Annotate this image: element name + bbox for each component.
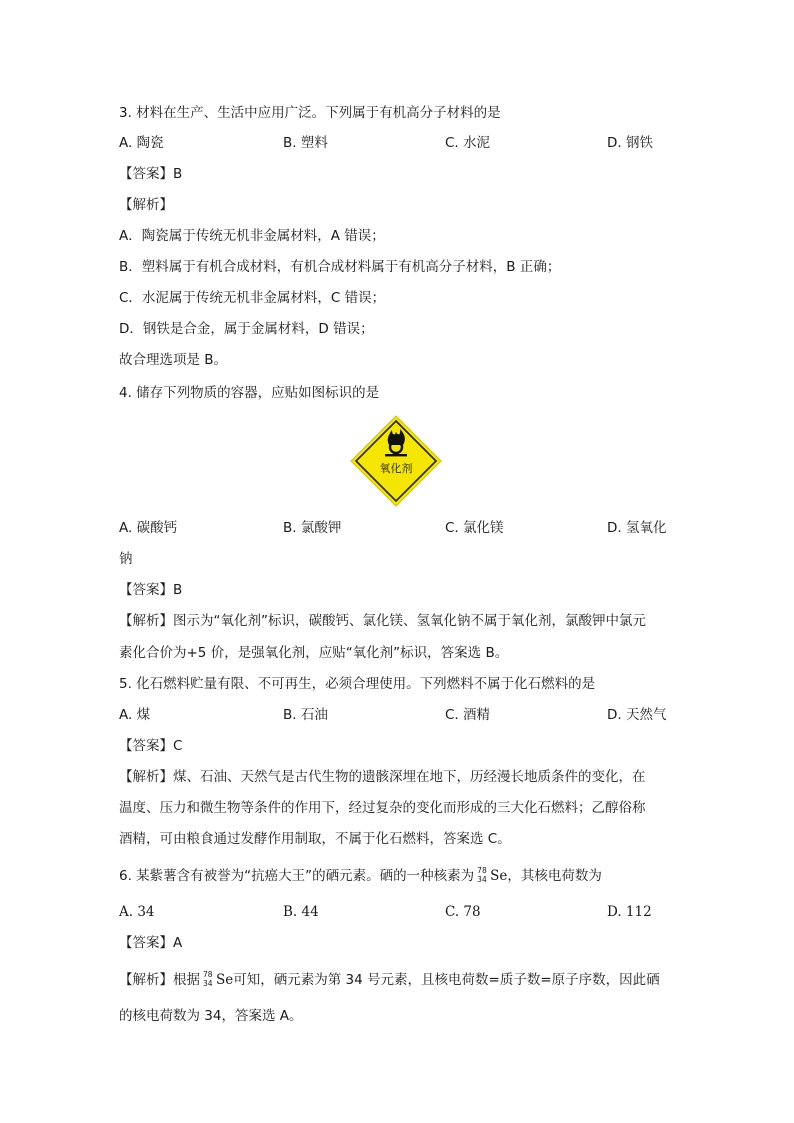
q5-analysis-line: 温度、压力和微生物等条件的作用下，经过复杂的变化而形成的三大化石燃料；乙醇俗称 [119, 800, 646, 816]
q3-analysis-line: C．水泥属于传统无机非金属材料，C 错误； [119, 290, 386, 306]
q6-option-d: D. 112 [607, 904, 652, 920]
oxidizer-hazard-sign [349, 414, 443, 508]
q4-answer: 【答案】B [119, 582, 183, 598]
q6-option-b: B. 44 [283, 904, 319, 920]
q4-option-a: A. 碳酸钙 [119, 520, 178, 536]
q3-option-b: B. 塑料 [283, 135, 328, 151]
q4-analysis-line: 素化合价为+5 价，是强氧化剂，应贴“氧化剂”标识，答案选 B。 [119, 645, 509, 661]
q4-analysis-line: 【解析】图示为“氧化剂”标识，碳酸钙、氯化镁、氢氧化钠不属于氧化剂，氯酸钾中氯元 [119, 613, 646, 629]
isotope-notation [477, 866, 489, 886]
q6-analysis-before: 【解析】根据 [119, 972, 200, 988]
q4-option-c: C. 氯化镁 [445, 520, 504, 536]
q6-option-c: C. 78 [445, 904, 481, 920]
q3-option-a: A. 陶瓷 [119, 135, 164, 151]
q5-option-b: B. 石油 [283, 707, 328, 723]
q3-answer: 【答案】B [119, 166, 183, 182]
q3-analysis-line: D．钢铁是合金，属于金属材料，D 错误； [119, 321, 374, 337]
q6-analysis-after: 可知，硒元素为第 34 号元素，且核电荷数=质子数=原子序数，因此硒 [233, 972, 660, 988]
isotope-symbol: Se [490, 868, 508, 884]
q3-option-d: D. 钢铁 [607, 135, 653, 151]
isotope-symbol: Se [216, 972, 234, 988]
sign-label: 氧化剂 [379, 462, 413, 475]
q6-stem-after: ，其核电荷数为 [507, 868, 602, 884]
q5-option-c: C. 酒精 [445, 707, 491, 723]
q4-option-b: B. 氯酸钾 [283, 520, 342, 536]
q5-option-d: D. 天然气 [607, 707, 667, 723]
q5-option-a: A. 煤 [119, 707, 151, 723]
q3-analysis-label: 【解析】 [119, 197, 173, 213]
q6-stem [119, 866, 602, 886]
isotope-mass: 78 [203, 970, 213, 979]
q4-option-d-wrap: 钠 [119, 551, 133, 567]
q3-stem: 3. 材料在生产、生活中应用广泛。下列属于有机高分子材料的是 [119, 105, 501, 121]
q6-option-a: A. 34 [119, 904, 155, 920]
q5-answer: 【答案】C [119, 738, 183, 754]
q6-answer: 【答案】A [119, 935, 183, 951]
isotope-number: 34 [203, 979, 213, 988]
q4-option-d: D. 氢氧化 [607, 520, 667, 536]
q5-stem: 5. 化石燃料贮量有限、不可再生，必须合理使用。下列燃料不属于化石燃料的是 [119, 676, 596, 692]
isotope-mass: 78 [477, 866, 487, 875]
isotope-notation [203, 970, 215, 990]
q6-analysis-line: 的核电荷数为 34，答案选 A。 [119, 1008, 303, 1024]
q6-stem-before: 6. 某紫薯含有被誉为“抗癌大王”的硒元素。硒的一种核素为 [119, 868, 475, 884]
q4-stem: 4. 储存下列物质的容器，应贴如图标识的是 [119, 385, 380, 401]
q3-analysis-line: B．塑料属于有机合成材料，有机合成材料属于有机高分子材料，B 正确； [119, 259, 561, 275]
q6-analysis-line [119, 970, 660, 990]
q5-analysis-line: 【解析】煤、石油、天然气是古代生物的遗骸深埋在地下，历经漫长地质条件的变化，在 [119, 769, 646, 785]
q3-analysis-line: A．陶瓷属于传统无机非金属材料，A 错误； [119, 228, 385, 244]
isotope-number: 34 [477, 875, 487, 884]
q3-analysis-line: 故合理选项是 B。 [119, 352, 228, 368]
q5-analysis-line: 酒精，可由粮食通过发酵作用制取，不属于化石燃料，答案选 C。 [119, 831, 511, 847]
q3-option-c: C. 水泥 [445, 135, 491, 151]
